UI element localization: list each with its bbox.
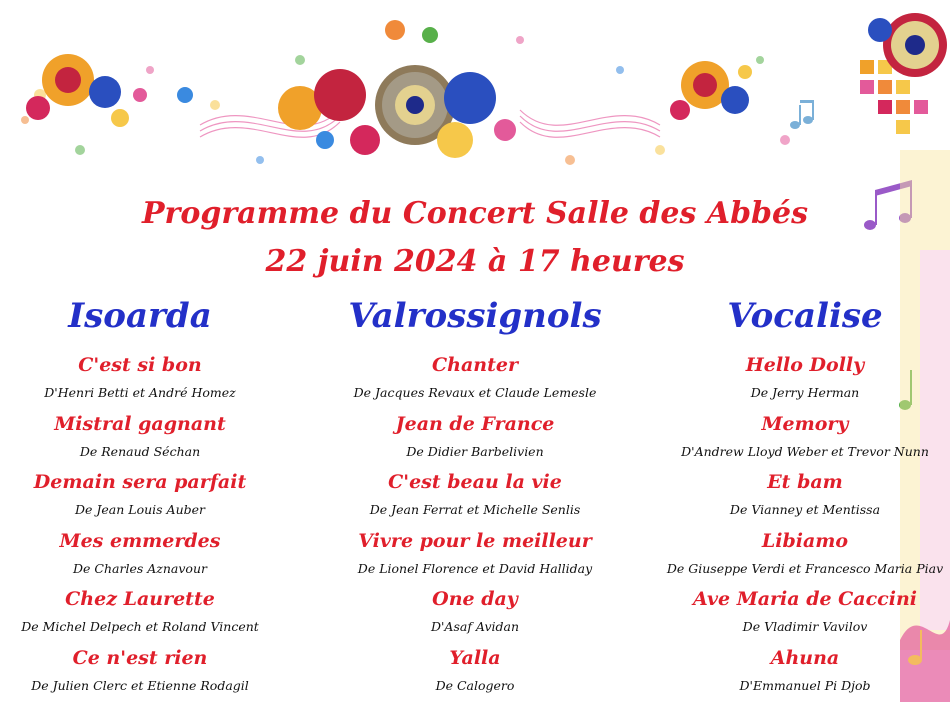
song-title: Et bam — [767, 471, 843, 493]
song-author: D'Asaf Avidan — [430, 619, 520, 634]
song-title: Ahuna — [770, 646, 840, 669]
song-title: C'est si bon — [78, 354, 202, 376]
program-date: 22 juin 2024 à 17 heures — [265, 244, 685, 279]
song-title: Ave Maria de Caccini — [692, 588, 918, 610]
song-title: Chez Laurette — [65, 588, 215, 610]
song-author: De Jerry Herman — [750, 385, 860, 400]
song-title: Ce n'est rien — [72, 646, 208, 669]
song-author: De Charles Aznavour — [73, 560, 207, 576]
song-author: De Jacques Revaux et Claude Lemesle — [353, 385, 597, 400]
song-title: Jean de France — [395, 412, 555, 435]
song-author: De Julien Clerc et Etienne Rodagil — [31, 677, 249, 693]
song-author: D'Henri Betti et André Homez — [44, 385, 236, 400]
song-title: Chanter — [432, 354, 518, 376]
song-title: Demain sera parfait — [33, 471, 247, 493]
song-author: De Vladimir Vavilov — [742, 619, 868, 634]
song-author: De Lionel Florence et David Halliday — [357, 560, 593, 576]
column-title: Isoarda — [68, 296, 212, 336]
song-title: Yalla — [449, 646, 501, 669]
song-title: Memory — [761, 412, 849, 435]
program-title: Programme du Concert Salle des Abbés — [141, 196, 809, 231]
song-title: Mes emmerdes — [59, 529, 221, 552]
song-title: Libiamo — [761, 529, 849, 552]
song-author: D'Andrew Lloyd Weber et Trevor Nunn — [681, 443, 929, 459]
song-title: Mistral gagnant — [54, 412, 226, 435]
song-author: De Jean Ferrat et Michelle Senlis — [369, 502, 581, 517]
song-title: C'est beau la vie — [388, 471, 562, 493]
song-author: D'Emmanuel Pi Djob — [739, 677, 871, 693]
song-author: De Renaud Séchan — [79, 443, 201, 459]
song-author: De Giuseppe Verdi et Francesco Maria Piav — [666, 560, 944, 576]
column-isoarda — [0, 290, 280, 701]
song-author: De Vianney et Mentissa — [729, 502, 881, 517]
column-valrossignols — [330, 290, 620, 701]
column-title: Valrossignols — [348, 296, 602, 336]
song-author: De Calogero — [435, 677, 515, 693]
song-author: De Michel Delpech et Roland Vincent — [21, 619, 259, 634]
song-title: Vivre pour le meilleur — [358, 529, 592, 552]
song-author: De Didier Barbelivien — [406, 443, 544, 459]
song-author: De Jean Louis Auber — [75, 502, 205, 517]
column-title: Vocalise — [727, 296, 883, 336]
song-title: One day — [432, 588, 518, 610]
column-vocalise — [660, 290, 950, 701]
song-title: Hello Dolly — [745, 354, 865, 376]
